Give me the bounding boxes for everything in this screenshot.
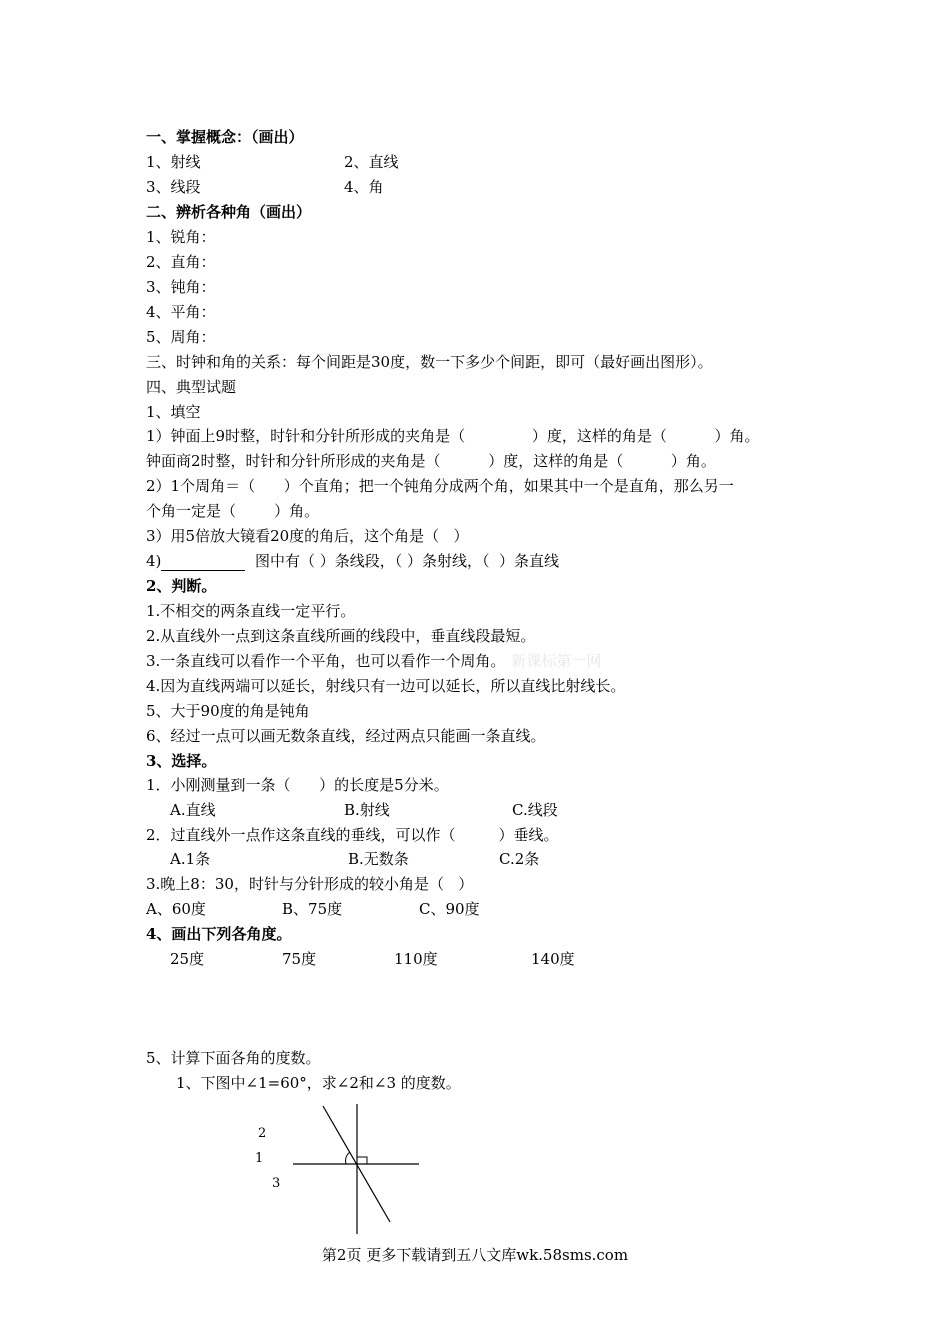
section-2-title: 二、辨析各种角（画出） bbox=[146, 203, 312, 221]
section-4-title: 四、典型试题 bbox=[146, 378, 237, 396]
draw-title: 4、画出下列各角度。 bbox=[146, 925, 292, 943]
concept-segment: 3、线段 bbox=[146, 178, 201, 196]
angle-straight: 4、平角： bbox=[146, 303, 216, 321]
angle-right: 2、直角： bbox=[146, 253, 216, 271]
draw-angle-75: 75度 bbox=[282, 950, 317, 968]
section-3-title: 三、时钟和角的关系：每个间距是30度，数一下多少个间距，即可（最好画出图形）。 bbox=[146, 353, 713, 371]
fill-title: 1、填空 bbox=[146, 403, 201, 421]
choice-title: 3、选择。 bbox=[146, 752, 217, 770]
judge-2: 2.从直线外一点到这条直线所画的线段中，垂直线段最短。 bbox=[146, 627, 536, 645]
angle-arc bbox=[346, 1152, 350, 1164]
choice-2: 2．过直线外一点作这条直线的垂线，可以作（ ）垂线。 bbox=[146, 826, 559, 844]
judge-1: 1.不相交的两条直线一定平行。 bbox=[146, 602, 356, 620]
choice-3: 3.晚上8：30，时针与分针形成的较小角是（ ） bbox=[146, 875, 474, 893]
diagram-label-1: 1 bbox=[255, 1151, 264, 1166]
fill-q4 bbox=[146, 551, 559, 571]
fill-q2b: 个角一定是（ ）角。 bbox=[146, 502, 320, 520]
choice-3-option-b: B、75度 bbox=[282, 900, 343, 918]
diagram-label-3: 3 bbox=[272, 1176, 281, 1191]
judge-4: 4.因为直线两端可以延长，射线只有一边可以延长，所以直线比射线长。 bbox=[146, 677, 626, 695]
draw-angle-25: 25度 bbox=[170, 950, 205, 968]
angle-diagram bbox=[280, 1100, 430, 1240]
concept-line: 2、直线 bbox=[344, 153, 399, 171]
judge-5: 5、大于90度的角是钝角 bbox=[146, 702, 310, 720]
fill-q1a: 1）钟面上9时整，时针和分针所形成的夹角是（ ）度，这样的角是（ ）角。 bbox=[146, 427, 760, 445]
page-footer: 第2页 更多下载请到五八文库wk.58sms.com bbox=[321, 1246, 629, 1264]
fill-q1b: 钟面商2时整，时针和分针所形成的夹角是（ ）度，这样的角是（ ）角。 bbox=[146, 452, 716, 470]
choice-3-option-c: C、90度 bbox=[419, 900, 480, 918]
draw-angle-140: 140度 bbox=[531, 950, 575, 968]
choice-2-option-c: C.2条 bbox=[499, 850, 540, 868]
fill-q2a: 2）1个周角＝（ ）个直角；把一个钝角分成两个角，如果其中一个是直角，那么另一 bbox=[146, 477, 734, 495]
draw-angle-110: 110度 bbox=[394, 950, 438, 968]
concept-ray: 1、射线 bbox=[146, 153, 201, 171]
calc-title: 5、计算下面各角的度数。 bbox=[146, 1049, 321, 1067]
right-angle-mark bbox=[357, 1157, 367, 1164]
judge-3 bbox=[146, 651, 601, 671]
choice-3-option-a: A、60度 bbox=[146, 900, 206, 918]
angle-acute: 1、锐角： bbox=[146, 228, 216, 246]
fill-q4-prefix: 4) bbox=[146, 552, 162, 570]
diagram-label-2: 2 bbox=[258, 1126, 267, 1141]
section-1-title: 一、掌握概念：（画出） bbox=[146, 128, 304, 146]
choice-1-option-b: B.射线 bbox=[344, 801, 390, 819]
watermark-text: 新课标第一网 bbox=[511, 652, 602, 670]
choice-1-option-a: A.直线 bbox=[170, 801, 216, 819]
judge-6: 6、经过一点可以画无数条直线，经过两点只能画一条直线。 bbox=[146, 727, 546, 745]
concept-angle: 4、角 bbox=[344, 178, 384, 196]
fill-q3: 3）用5倍放大镜看20度的角后，这个角是（ ） bbox=[146, 527, 469, 545]
judge-3-text: 3.一条直线可以看作一个平角，也可以看作一个周角。 bbox=[146, 652, 506, 670]
choice-1: 1．小刚测量到一条（ ）的长度是5分米。 bbox=[146, 776, 449, 794]
angle-full: 5、周角： bbox=[146, 328, 216, 346]
fill-q4-text: 图中有（ ）条线段，（ ）条射线，（ ）条直线 bbox=[245, 552, 560, 570]
choice-1-option-c: C.线段 bbox=[512, 801, 558, 819]
choice-2-option-a: A.1条 bbox=[170, 850, 211, 868]
angle-obtuse: 3、钝角： bbox=[146, 278, 216, 296]
calc-q1: 1、下图中∠1=60°，求∠2和∠3 的度数。 bbox=[176, 1074, 461, 1092]
choice-2-option-b: B.无数条 bbox=[348, 850, 409, 868]
fill-q4-blank bbox=[161, 555, 245, 571]
judge-title: 2、判断。 bbox=[146, 577, 217, 595]
